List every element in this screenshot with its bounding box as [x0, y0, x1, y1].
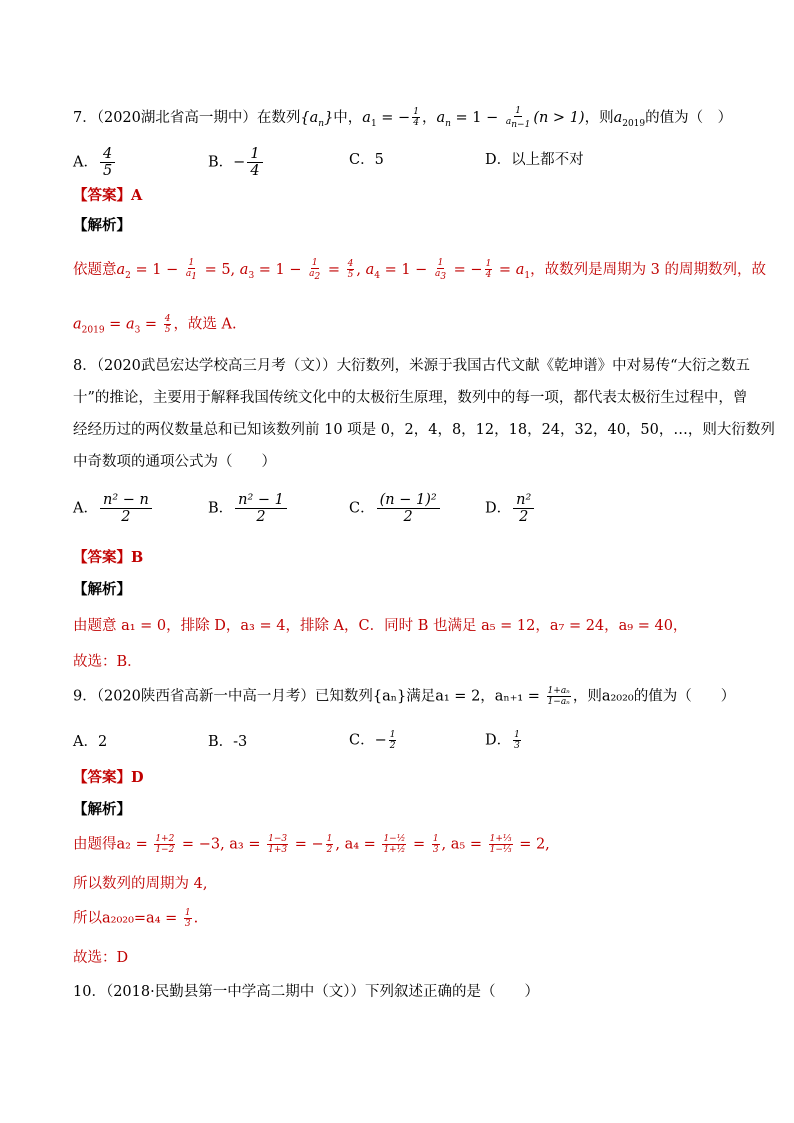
q7-analysis-heading: 【解析】 [73, 217, 131, 234]
q8-stem-line2: 十”的推论，主要用于解释我国传统文化中的太极衍生原理，数列中的每一项，都代表太极衍生过程中，曾 [73, 390, 748, 406]
q9-explanation-line3: 所以a₂₀₂₀=a₄ = $\frac{1}{3}$ . [73, 908, 199, 929]
q7-explanation-line2: $a_{2019} = a_3$ = $\frac{4}{5}$ ，故选 A. [73, 314, 237, 336]
q8-stem-line1: 8．（2020武邑宏达学校高三月考（文））大衍数列，米源于我国古代文献《乾坤谱》中对易传“大衍之数五 [73, 358, 751, 374]
q9-option-b[interactable]: B．-3 [208, 734, 248, 750]
q8-answer: 【答案】B [73, 549, 144, 566]
q8-option-a[interactable]: A． $\frac{\text{n² − n}}{2}$ [73, 492, 154, 525]
q7-answer: 【答案】A [73, 187, 143, 204]
q8-option-b[interactable]: B． $\frac{\text{n² − 1}}{2}$ [208, 492, 289, 525]
q9-options [73, 730, 754, 756]
q9-analysis-heading: 【解析】 [73, 801, 131, 818]
q10-stem: 10．（2018·民勤县第一中学高二期中（文））下列叙述正确的是（ ） [73, 984, 539, 1000]
q9-recurrence-fraction: $\frac{\text{1+aₙ}}{\text{1−aₙ}}$ [547, 686, 570, 707]
q8-options [73, 492, 754, 526]
q9-answer: 【答案】D [73, 769, 144, 786]
q9-option-a[interactable]: A．2 [73, 734, 108, 750]
q7-an-fraction: $\frac{1}{a_{n-1}}$ [505, 106, 531, 130]
q9-option-d[interactable]: D． $\frac{1}{3}$ [485, 730, 520, 751]
q8-explanation-line2: 故选：B． [73, 654, 142, 670]
q8-stem-line4: 中奇数项的通项公式为（ ） [73, 454, 276, 470]
q7-option-b[interactable]: B．− $\frac{1}{4}$ [208, 146, 265, 179]
q7-option-a[interactable]: A． $\frac{4}{5}$ [73, 146, 117, 179]
q9-option-c[interactable]: C．− $\frac{1}{2}$ [349, 730, 396, 751]
q7-explanation-line1: 依题意$a_2 = 1$ − $\frac{1}{a_1}$ = 5, $a_3 = 1$ − $\frac{1}{a_2}$ = $\frac{4}{5}$ , $a_4 = 1$ − $\frac{1}{a_3}$ = − $\frac{1}{4}$ = $a_1$，故数列是周期为 3 的周期数列，故 [73, 258, 767, 282]
q9-stem: 9．（2020陕西省高新一中高一月考）已知数列{aₙ}满足a₁ = 2，aₙ₊₁ = $\frac{\text{1+aₙ}}{\text{1−aₙ}}$ ，则a₂₀₂₀的值为（ ） [73, 686, 736, 707]
q9-explanation-line1: 由题得a₂ = $\frac{1+2}{1-2}$ = −3, a₃ = $\frac{1-3}{1+3}$ = − $\frac{1}{2}$ , a₄ = $\frac{\text{1−½}}{\text{1+½}}$ = $\frac{1}{3}$ , a₅ = $\frac{\text{1+⅓}}{\text{1−⅓}}$ = 2, [73, 834, 550, 855]
q8-option-d[interactable]: D． $\frac{\text{n²}}{2}$ [485, 492, 536, 525]
q8-analysis-heading: 【解析】 [73, 581, 131, 598]
q7-option-c[interactable]: C．5 [349, 152, 384, 168]
q8-option-c[interactable]: C． $\frac{\text{(n − 1)²}}{2}$ [349, 492, 442, 525]
q9-explanation-line2: 所以数列的周期为 4, [73, 876, 208, 892]
q7-option-d[interactable]: D．以上都不对 [485, 152, 584, 168]
q9-explanation-line4: 故选：D [73, 950, 129, 966]
q7-stem: 7．（2020湖北省高一期中）在数列$\{a_n\}$中，$a_1$ = − $\frac{1}{4}$ ，$a_n = 1$ − $\frac{1}{a_{n-1}}$ (n > 1)，则$a_{2019}$的值为（ ） [73, 106, 733, 130]
q8-stem-line3: 经经历过的两仪数量总和已知该数列前 10 项是 0，2，4，8，12，18，24，32，40，50，…，则大衍数列 [73, 422, 775, 438]
q8-explanation-line1: 由题意 a₁ = 0，排除 D，a₃ = 4，排除 A，C．同时 B 也满足 a₅ = 12，a₇ = 24，a₉ = 40， [73, 618, 688, 634]
q7-a1-fraction: $\frac{1}{4}$ [413, 107, 419, 129]
q7-option-a-fraction: $\frac{4}{5}$ [100, 146, 115, 179]
q7-option-b-fraction: $\frac{1}{4}$ [247, 146, 262, 179]
q7-options [73, 146, 754, 179]
